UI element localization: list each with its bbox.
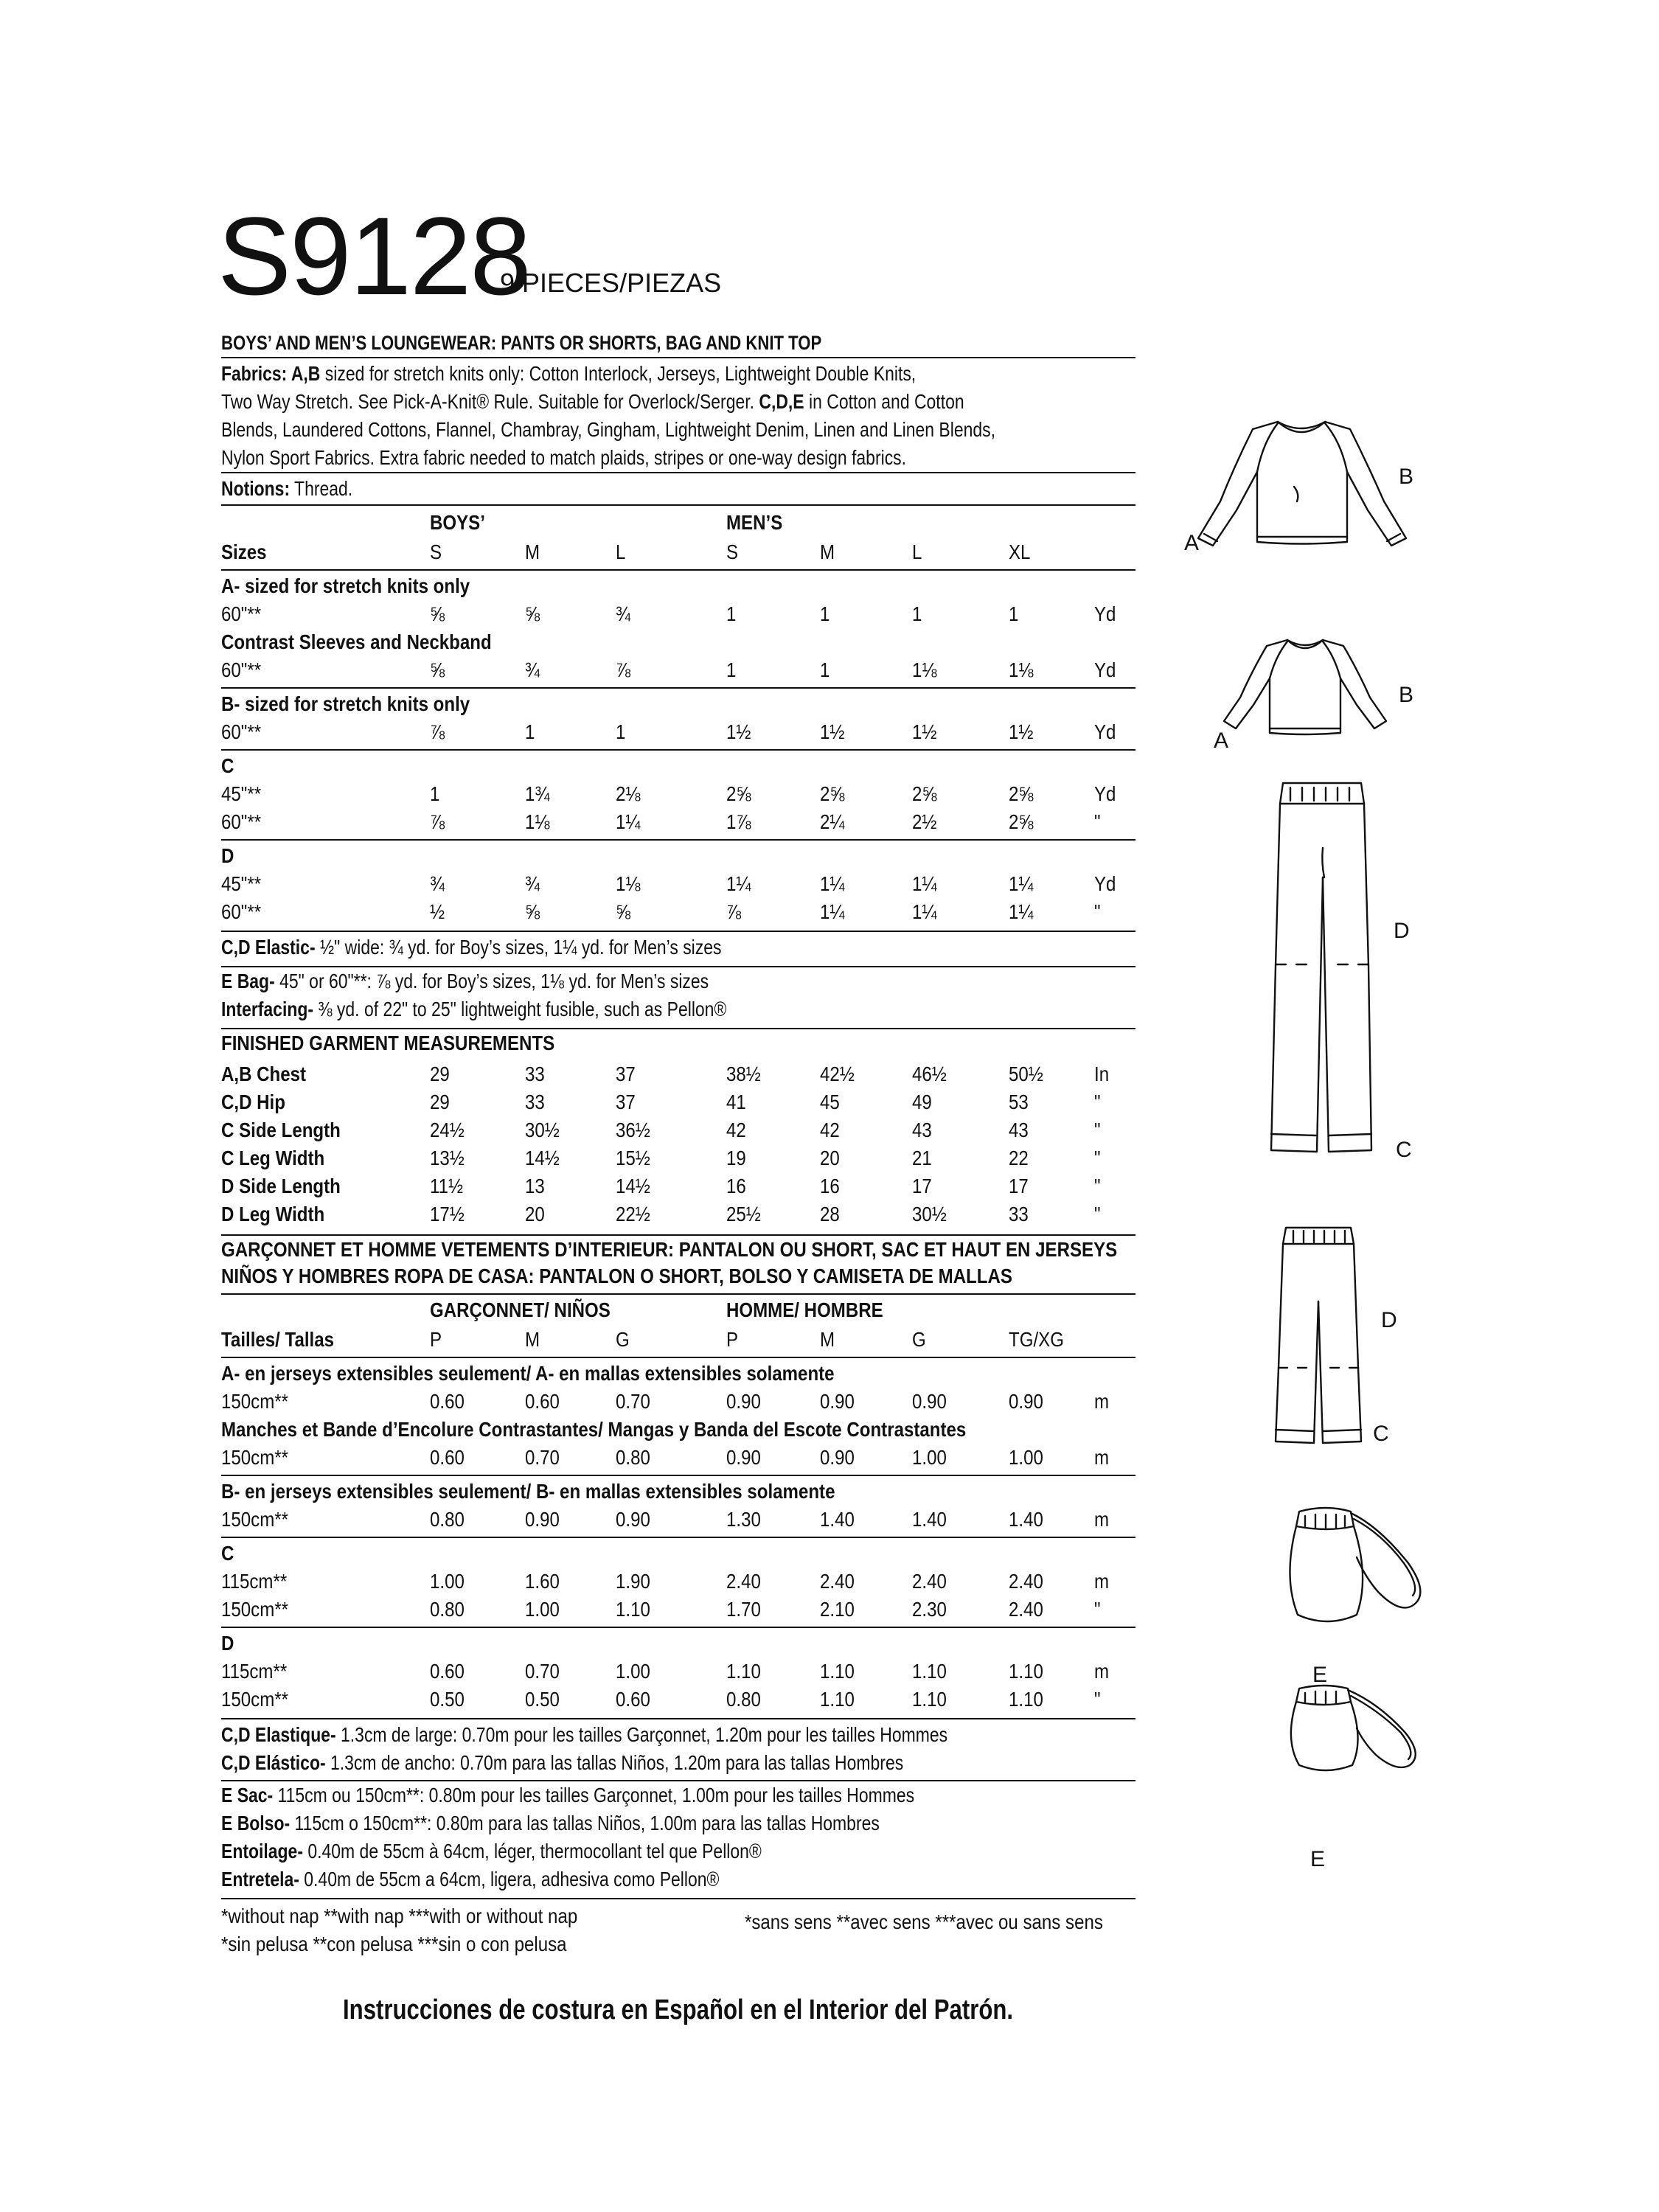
metric-row-value: 0.60 [430,1660,465,1683]
yardage-row-value: ⅞ [726,900,742,923]
view-label-c1: C [1396,1138,1412,1162]
yardage-row-value: 1 [430,782,440,805]
finished-row-value: 41 [726,1091,746,1113]
view-label-b2: B [1399,683,1414,707]
size-header: L [616,540,626,563]
metric-note: C,D Elástico- 1.3cm de ancho: 0.70m para las tallas Niños, 1.20m para las tallas Hombres [221,1751,904,1774]
yardage-row-unit: " [1094,810,1101,833]
notions: Notions: Thread. [221,477,353,500]
yardage-row-value: 1¼ [726,872,751,895]
divider [221,931,1135,932]
yardage-row-value: 1¼ [1009,872,1034,895]
metric-row-value: 1.10 [912,1660,947,1683]
nap-key-fr: *sans sens **avec sens ***avec ou sans sens [745,1910,1103,1933]
group-boys: BOYS’ [430,511,485,534]
yardage-row-value: 1 [1009,602,1019,625]
finished-row-value: 50½ [1009,1062,1043,1085]
view-heading: B- sized for stretch knits only [221,692,470,715]
yardage-row-value: ⅞ [430,720,445,743]
finished-row-value: 13½ [430,1147,465,1169]
divider [221,1718,1135,1719]
drawstring-bag-small-illustration [1283,1674,1430,1821]
metric-row-unit: m [1094,1570,1110,1593]
metric-row-value: 1.40 [820,1508,855,1531]
finished-row-value: 22 [1009,1147,1029,1169]
finished-row-label: C,D Hip [221,1091,285,1113]
yardage-row-label: 45"** [221,872,262,895]
metric-row-unit: " [1094,1688,1101,1711]
yardage-row-label: 60"** [221,658,262,681]
finished-row-value: 53 [1009,1091,1029,1113]
fabrics-line: Two Way Stretch. See Pick-A-Knit® Rule. Suitable for Overlock/Serger. C,D,E in Cotton and Cotton [221,390,964,413]
yardage-row-value: 1⅛ [616,872,641,895]
view-label-a2: A [1214,728,1229,753]
yardage-row-value: 1 [525,720,535,743]
finished-row-value: 17 [912,1175,932,1197]
yardage-row-value: 1¾ [525,782,550,805]
yardage-row-value: 1¼ [912,872,937,895]
metric-row-value: 1.10 [820,1660,855,1683]
sizes-label-fr: Tailles/ Tallas [221,1328,335,1351]
view-label-d1: D [1394,919,1410,943]
metric-row-unit: m [1094,1446,1110,1469]
yardage-row-value: 2¼ [820,810,845,833]
size-header: M [525,540,540,563]
pants-short-illustration [1268,1220,1371,1449]
yardage-row-value: ⅞ [616,658,631,681]
finished-row-value: 37 [616,1091,636,1113]
finished-row-unit: " [1094,1119,1101,1141]
knit-top-short-sleeve-illustration [1209,634,1401,745]
finished-row-unit: " [1094,1203,1101,1225]
metric-row-value: 1.10 [1009,1688,1043,1711]
view-heading-fr: C [221,1542,234,1565]
metric-row-value: 2.40 [912,1570,947,1593]
fabrics-line: Nylon Sport Fabrics. Extra fabric needed to match plaids, stripes or one-way design fabrics. [221,446,907,469]
metric-row-value: 1.10 [820,1688,855,1711]
finished-row-value: 49 [912,1091,932,1113]
finished-row-value: 16 [726,1175,746,1197]
yardage-row-unit: Yd [1094,720,1116,743]
yardage-row-label: 60"** [221,720,262,743]
metric-row-label: 150cm** [221,1390,289,1413]
finished-row-value: 20 [820,1147,840,1169]
metric-row-value: 0.90 [616,1508,650,1531]
yardage-row-value: 2½ [912,810,937,833]
metric-row-value: 0.90 [726,1390,761,1413]
finished-row-value: 24½ [430,1119,465,1141]
yardage-row-value: ¾ [525,658,540,681]
size-header: XL [1009,540,1031,563]
finished-row-value: 45 [820,1091,840,1113]
finished-row-value: 36½ [616,1119,650,1141]
elastic-note: C,D Elastic- ½" wide: ¾ yd. for Boy’s sizes, 1¼ yd. for Men’s sizes [221,936,722,959]
view-heading: Contrast Sleeves and Neckband [221,630,492,653]
metric-row-value: 1.10 [726,1660,761,1683]
size-header: L [912,540,922,563]
metric-row-value: 0.60 [616,1688,650,1711]
yardage-row-value: 1 [726,658,737,681]
yardage-row-label: 60"** [221,900,262,923]
finished-row-value: 20 [525,1203,545,1225]
divider [221,687,1135,689]
metric-row-unit: m [1094,1390,1110,1413]
metric-row-value: 0.90 [525,1508,560,1531]
finished-row-value: 30½ [912,1203,947,1225]
metric-row-value: 0.50 [525,1688,560,1711]
finished-row-label: A,B Chest [221,1062,307,1085]
view-heading: C [221,754,234,777]
metric-row-value: 1.60 [525,1570,560,1593]
yardage-row-value: ¾ [430,872,445,895]
metric-row-value: 1.10 [912,1688,947,1711]
yardage-row-value: 1½ [1009,720,1034,743]
yardage-row-value: 1 [726,602,737,625]
metric-row-label: 115cm** [221,1570,288,1593]
yardage-row-value: ¾ [525,872,540,895]
metric-row-value: 0.70 [525,1446,560,1469]
metric-row-value: 0.70 [525,1660,560,1683]
yardage-row-value: 1¼ [820,872,845,895]
metric-row-value: 1.00 [912,1446,947,1469]
divider [221,357,1135,358]
view-heading-fr: Manches et Bande d’Encolure Contrastantes/ Mangas y Banda del Escote Contrastantes [221,1418,967,1441]
yardage-row-value: 1 [912,602,922,625]
knit-top-long-sleeve-illustration [1183,413,1419,560]
sizes-label: Sizes [221,540,267,563]
metric-row-value: 0.90 [912,1390,947,1413]
yardage-row-value: ⅝ [430,602,445,625]
size-header: S [726,540,739,563]
yardage-row-value: 2⅝ [820,782,845,805]
view-heading: A- sized for stretch knits only [221,574,470,597]
metric-row-value: 0.80 [726,1688,761,1711]
view-label-d2: D [1381,1308,1397,1332]
finished-title: FINISHED GARMENT MEASUREMENTS [221,1032,555,1054]
metric-note: Entretela- 0.40m de 55cm a 64cm, ligera, adhesiva como Pellon® [221,1868,720,1891]
metric-row-label: 150cm** [221,1688,289,1711]
nap-key-en: *without nap **with nap ***with or without nap [221,1905,578,1927]
view-label-c2: C [1373,1422,1389,1446]
size-header-fr: G [616,1328,630,1351]
size-header-fr: G [912,1328,926,1351]
metric-row-value: 0.80 [430,1598,465,1621]
yardage-row-value: 2⅝ [1009,810,1034,833]
metric-row-value: 2.40 [1009,1598,1043,1621]
yardage-row-value: 1½ [820,720,845,743]
group-boys-fr: GARÇONNET/ NIÑOS [430,1298,611,1321]
yardage-row-value: 1⅞ [726,810,751,833]
metric-row-unit: m [1094,1660,1110,1683]
metric-row-value: 1.10 [616,1598,650,1621]
metric-row-label: 150cm** [221,1598,289,1621]
yardage-row-value: 1 [616,720,626,743]
yardage-row-value: ⅝ [525,900,540,923]
size-header-fr: P [726,1328,739,1351]
size-header: M [820,540,835,563]
finished-row-value: 37 [616,1062,636,1085]
metric-row-label: 150cm** [221,1446,289,1469]
yardage-row-value: ½ [430,900,445,923]
view-heading: D [221,844,234,867]
metric-row-value: 1.30 [726,1508,761,1531]
yardage-row-label: 45"** [221,782,262,805]
metric-row-value: 0.60 [525,1390,560,1413]
metric-note: E Sac- 115cm ou 150cm**: 0.80m pour les tailles Garçonnet, 1.00m pour les tailles Hommes [221,1784,915,1806]
divider [221,1357,1135,1358]
yardage-row-value: 2⅝ [726,782,751,805]
yardage-row-unit: Yd [1094,872,1116,895]
finished-row-value: 14½ [525,1147,560,1169]
yardage-row-value: 1 [820,658,830,681]
metric-row-value: 0.80 [430,1508,465,1531]
yardage-row-unit: " [1094,900,1101,923]
finished-row-label: C Leg Width [221,1147,325,1169]
finished-row-value: 28 [820,1203,840,1225]
finished-row-value: 33 [525,1062,545,1085]
yardage-row-value: 2⅝ [912,782,937,805]
metric-row-value: 0.60 [430,1390,465,1413]
finished-row-value: 14½ [616,1175,650,1197]
group-mens: MEN’S [726,511,783,534]
yardage-row-value: ⅝ [525,602,540,625]
metric-row-value: 0.90 [820,1390,855,1413]
finished-row-unit: " [1094,1091,1101,1113]
drawstring-bag-illustration [1283,1497,1430,1644]
divider [221,1537,1135,1538]
finished-row-label: D Leg Width [221,1203,325,1225]
finished-row-value: 11½ [430,1175,464,1197]
divider [221,504,1135,506]
view-label-a1: A [1184,531,1200,555]
metric-row-value: 0.90 [726,1446,761,1469]
metric-row-value: 0.60 [430,1446,465,1469]
view-heading-fr: D [221,1632,234,1655]
view-heading-fr: B- en jerseys extensibles seulement/ B- en mallas extensibles solamente [221,1480,835,1503]
spanish-instructions-note: Instrucciones de costura en Español en el Interior del Patrón. [343,1994,1014,2025]
metric-row-value: 1.40 [1009,1508,1043,1531]
yardage-row-value: 2⅝ [1009,782,1034,805]
finished-row-value: 30½ [525,1119,560,1141]
finished-row-value: 25½ [726,1203,761,1225]
view-label-b1: B [1399,465,1414,489]
finished-row-label: D Side Length [221,1175,341,1197]
finished-row-value: 46½ [912,1062,947,1085]
divider [221,1234,1135,1236]
metric-row-value: 1.90 [616,1570,650,1593]
yardage-row-value: 1¼ [820,900,845,923]
pattern-number: S9128 [218,194,530,318]
yardage-row-value: 1⅛ [912,658,937,681]
title-spanish: NIÑOS Y HOMBRES ROPA DE CASA: PANTALON O SHORT, BOLSO Y CAMISETA DE MALLAS [221,1265,1012,1287]
size-header-fr: TG/XG [1009,1328,1064,1351]
interfacing-note: Interfacing- ⅜ yd. of 22" to 25" lightweight fusible, such as Pellon® [221,998,727,1020]
yardage-row-unit: Yd [1094,782,1116,805]
finished-row-value: 43 [1009,1119,1029,1141]
finished-row-value: 19 [726,1147,746,1169]
yardage-row-value: ⅝ [616,900,631,923]
divider [221,1898,1135,1899]
divider [221,1028,1135,1029]
yardage-row-label: 60"** [221,602,262,625]
finished-row-unit: " [1094,1175,1101,1197]
title-french: GARÇONNET ET HOMME VETEMENTS D’INTERIEUR: PANTALON OU SHORT, SAC ET HAUT EN JERSEYS [221,1238,1118,1261]
divider [221,1780,1135,1781]
metric-row-value: 1.00 [1009,1446,1043,1469]
finished-row-value: 43 [912,1119,932,1141]
metric-row-value: 2.10 [820,1598,855,1621]
group-mens-fr: HOMME/ HOMBRE [726,1298,883,1321]
metric-row-label: 115cm** [221,1660,288,1683]
finished-row-value: 17½ [430,1203,465,1225]
piece-count: 9 PIECES/PIEZAS [500,268,722,298]
metric-row-label: 150cm** [221,1508,289,1531]
metric-row-unit: m [1094,1508,1110,1531]
bag-note: E Bag- 45" or 60"**: ⅞ yd. for Boy’s sizes, 1⅛ yd. for Men’s sizes [221,970,709,992]
finished-row-value: 42½ [820,1062,855,1085]
yardage-row-label: 60"** [221,810,262,833]
yardage-row-value: 1½ [912,720,937,743]
yardage-row-value: ⅞ [430,810,445,833]
yardage-row-value: 1⅛ [525,810,550,833]
metric-row-value: 1.00 [430,1570,465,1593]
divider [221,1627,1135,1628]
finished-row-value: 42 [820,1119,840,1141]
finished-row-value: 33 [525,1091,545,1113]
yardage-row-value: 1⅛ [1009,658,1034,681]
yardage-row-unit: Yd [1094,658,1116,681]
yardage-row-value: ¾ [616,602,631,625]
metric-row-value: 2.40 [820,1570,855,1593]
metric-note: E Bolso- 115cm o 150cm**: 0.80m para las tallas Niños, 1.00m para las tallas Hombres [221,1812,880,1834]
metric-row-value: 0.80 [616,1446,650,1469]
size-header: S [430,540,442,563]
divider [221,966,1135,967]
finished-row-label: C Side Length [221,1119,341,1141]
divider [221,1293,1135,1295]
pants-long-illustration [1261,774,1386,1158]
divider [221,472,1135,473]
yardage-row-value: 1¼ [616,810,641,833]
size-header-fr: P [430,1328,442,1351]
metric-row-value: 0.50 [430,1688,465,1711]
finished-row-value: 29 [430,1062,450,1085]
metric-row-unit: " [1094,1598,1101,1621]
finished-row-unit: " [1094,1147,1101,1169]
metric-row-value: 1.40 [912,1508,947,1531]
divider [221,839,1135,841]
finished-row-value: 13 [525,1175,545,1197]
metric-row-value: 2.30 [912,1598,947,1621]
fabrics-line: Blends, Laundered Cottons, Flannel, Chambray, Gingham, Lightweight Denim, Linen and Linen Blends, [221,418,995,441]
finished-row-value: 16 [820,1175,840,1197]
size-header-fr: M [820,1328,835,1351]
metric-row-value: 1.00 [616,1660,650,1683]
metric-row-value: 2.40 [726,1570,761,1593]
yardage-row-value: 1¼ [912,900,937,923]
metric-row-value: 1.70 [726,1598,761,1621]
finished-row-value: 22½ [616,1203,650,1225]
finished-row-value: 42 [726,1119,746,1141]
metric-row-value: 2.40 [1009,1570,1043,1593]
finished-row-unit: In [1094,1062,1110,1085]
yardage-row-value: 2⅛ [616,782,641,805]
metric-note: C,D Elastique- 1.3cm de large: 0.70m pour les tailles Garçonnet, 1.20m pour les tailles Hommes [221,1723,948,1746]
finished-row-value: 29 [430,1091,450,1113]
view-label-e2: E [1310,1847,1326,1871]
finished-row-value: 21 [912,1147,932,1169]
finished-row-value: 17 [1009,1175,1029,1197]
divider [221,1475,1135,1476]
yardage-row-value: 1½ [726,720,751,743]
fabrics-line: Fabrics: A,B sized for stretch knits only: Cotton Interlock, Jerseys, Lightweight Double Knits, [221,362,917,385]
finished-row-value: 33 [1009,1203,1029,1225]
view-heading-fr: A- en jerseys extensibles seulement/ A- en mallas extensibles solamente [221,1362,835,1385]
metric-row-value: 0.90 [1009,1390,1043,1413]
yardage-row-unit: Yd [1094,602,1116,625]
metric-note: Entoilage- 0.40m de 55cm à 64cm, léger, thermocollant tel que Pellon® [221,1840,762,1863]
view-label-e1: E [1312,1663,1328,1687]
yardage-row-value: 1 [820,602,830,625]
yardage-row-value: 1¼ [1009,900,1034,923]
metric-row-value: 1.00 [525,1598,560,1621]
divider [221,569,1135,571]
yardage-row-value: ⅝ [430,658,445,681]
finished-row-value: 38½ [726,1062,761,1085]
metric-row-value: 0.90 [820,1446,855,1469]
finished-row-value: 15½ [616,1147,650,1169]
nap-key-es: *sin pelusa **con pelusa ***sin o con pelusa [221,1933,567,1955]
metric-row-value: 0.70 [616,1390,650,1413]
size-header-fr: M [525,1328,540,1351]
metric-row-value: 1.10 [1009,1660,1043,1683]
divider [221,749,1135,751]
title-english: BOYS’ AND MEN’S LOUNGEWEAR: PANTS OR SHORTS, BAG AND KNIT TOP [221,332,822,354]
